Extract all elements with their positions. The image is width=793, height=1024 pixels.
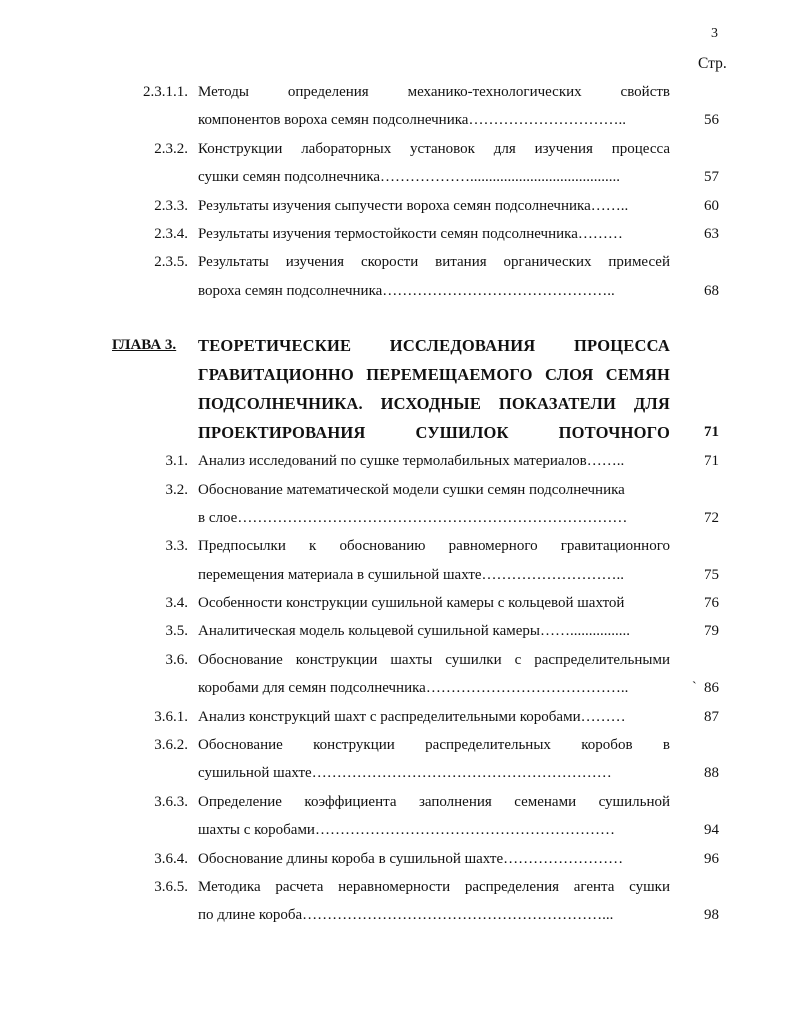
toc-entry-page: 87 [704,708,719,725]
toc-entry-title: сушки семян подсолнечника………………........................................ [198,169,621,186]
toc-entry-number: 3.6.1. [154,708,188,725]
table-of-contents [0,78,793,930]
toc-entry[interactable] [0,589,793,617]
toc-entry-title: Обоснование конструкции шахты сушилки с распределительными [198,651,670,668]
toc-entry-number: 2.3.1.1. [143,84,188,100]
toc-entry-title: перемещения материала в сушильной шахте……………………….. [198,566,625,583]
chapter-title: ТЕОРЕТИЧЕСКИЕ ИССЛЕДОВАНИЯ ПРОЦЕССА [198,336,670,356]
toc-entry-number: 2.3.2. [154,140,188,157]
toc-entry[interactable] [0,873,793,930]
toc-entry-title: Обоснование длины короба в сушильной шахте…………………… [198,850,624,867]
toc-chapter[interactable] [0,331,793,447]
toc-entry-page: 60 [704,197,719,214]
toc-entry-title: вороха семян подсолнечника……………………………………….. [198,282,615,299]
toc-entry-page: 72 [704,509,719,526]
stray-mark: ` [692,679,697,695]
toc-entry-page: 68 [704,282,719,299]
toc-entry[interactable] [0,135,793,192]
toc-entry[interactable] [0,532,793,589]
toc-entry-page: 79 [704,623,719,640]
toc-entry-page: 56 [704,112,719,129]
toc-entry-number: 3.1. [165,453,188,470]
toc-entry-title: по длине короба……………………………………………………... [198,907,614,924]
toc-entry-title: Результаты изучения термостойкости семян подсолнечника……… [198,225,623,242]
toc-entry-page: 88 [704,765,719,782]
toc-entry-title: Обоснование конструкции распределительных коробов в [198,737,670,754]
toc-entry-number: 3.6.2. [154,737,188,754]
toc-entry[interactable] [0,447,793,475]
page-number: 3 [711,26,718,41]
toc-entry-title: компонентов вороха семян подсолнечника………………………….. [198,112,626,129]
toc-entry-number: 3.3. [165,538,188,555]
toc-entry-number: 2.3.3. [154,197,188,214]
toc-entry[interactable] [0,617,793,645]
toc-entry-title: Предпосылки к обоснованию равномерного гравитационного [198,538,670,555]
toc-entry[interactable] [0,192,793,220]
toc-entry-page: 96 [704,850,719,867]
toc-entry[interactable] [0,845,793,873]
toc-entry-title: Результаты изучения сыпучести вороха семян подсолнечника…….. [198,197,629,214]
toc-entry-title: Определение коэффициента заполнения семенами сушильной [198,793,670,810]
toc-entry-title: Результаты изучения скорости витания органических примесей [198,254,670,271]
toc-entry-number: 3.6. [165,651,188,668]
toc-entry-number: 3.6.3. [154,793,188,810]
toc-entry-number: 3.5. [165,623,188,640]
toc-entry-title: шахты с коробами…………………………………………………… [198,822,615,839]
toc-entry-page: 76 [704,595,719,612]
toc-entry-title: Обоснование математической модели сушки семян подсолнечника [198,481,625,498]
toc-entry-page: 57 [704,169,719,186]
chapter-title: ГРАВИТАЦИОННО ПЕРЕМЕЩАЕМОГО СЛОЯ СЕМЯН [198,365,670,385]
toc-entry-number: 2.3.5. [154,254,188,271]
toc-entry-number: 2.3.4. [154,225,188,242]
toc-entry-page: 75 [704,566,719,583]
toc-entry-number: 3.6.4. [154,850,188,867]
toc-entry-page: 63 [704,225,719,242]
toc-entry-page: 94 [704,822,719,839]
chapter-number: ГЛАВА 3. [112,337,177,354]
toc-entry[interactable] [0,248,793,305]
toc-entry-title: Методика расчета неравномерности распределения агента сушки [198,878,670,895]
toc-entry-page: 86 [704,680,719,697]
toc-entry-title: в слое…………………………………………………………………… [198,509,628,526]
toc-entry-title: Анализ конструкций шахт с распределительными коробами……… [198,708,626,725]
toc-entry-page: 71 [704,453,719,470]
toc-entry-title: Анализ исследований по сушке термолабильных материалов…….. [198,453,625,470]
page-column-label: Стр. [698,55,727,72]
toc-entry-number: 3.6.5. [154,878,188,895]
toc-entry[interactable] [0,476,793,533]
toc-entry[interactable] [0,731,793,788]
toc-entry-number: 3.2. [165,481,188,498]
chapter-title: ПОДСОЛНЕЧНИКА. ИСХОДНЫЕ ПОКАЗАТЕЛИ ДЛЯ [198,394,670,414]
toc-entry-title: сушильной шахте…………………………………………………… [198,765,612,782]
chapter-page: 71 [704,424,719,441]
toc-entry[interactable] [0,646,793,703]
toc-entry[interactable] [0,788,793,845]
chapter-title: ПРОЕКТИРОВАНИЯ СУШИЛОК ПОТОЧНОГО [198,423,670,443]
toc-entry-title: Методы определения механико-технологических свойств [198,84,670,100]
toc-entry-title: Конструкции лабораторных установок для изучения процесса [198,140,670,157]
toc-entry-title: коробами для семян подсолнечника………………………………….. [198,680,629,697]
toc-entry[interactable] [0,78,793,135]
toc-entry-title: Аналитическая модель кольцевой сушильной камеры……................ [198,623,630,640]
toc-entry-title: Особенности конструкции сушильной камеры с кольцевой шахтой [198,595,625,612]
toc-entry-page: 98 [704,907,719,924]
toc-entry-number: 3.4. [165,595,188,612]
toc-entry[interactable] [0,703,793,731]
toc-entry[interactable] [0,220,793,248]
